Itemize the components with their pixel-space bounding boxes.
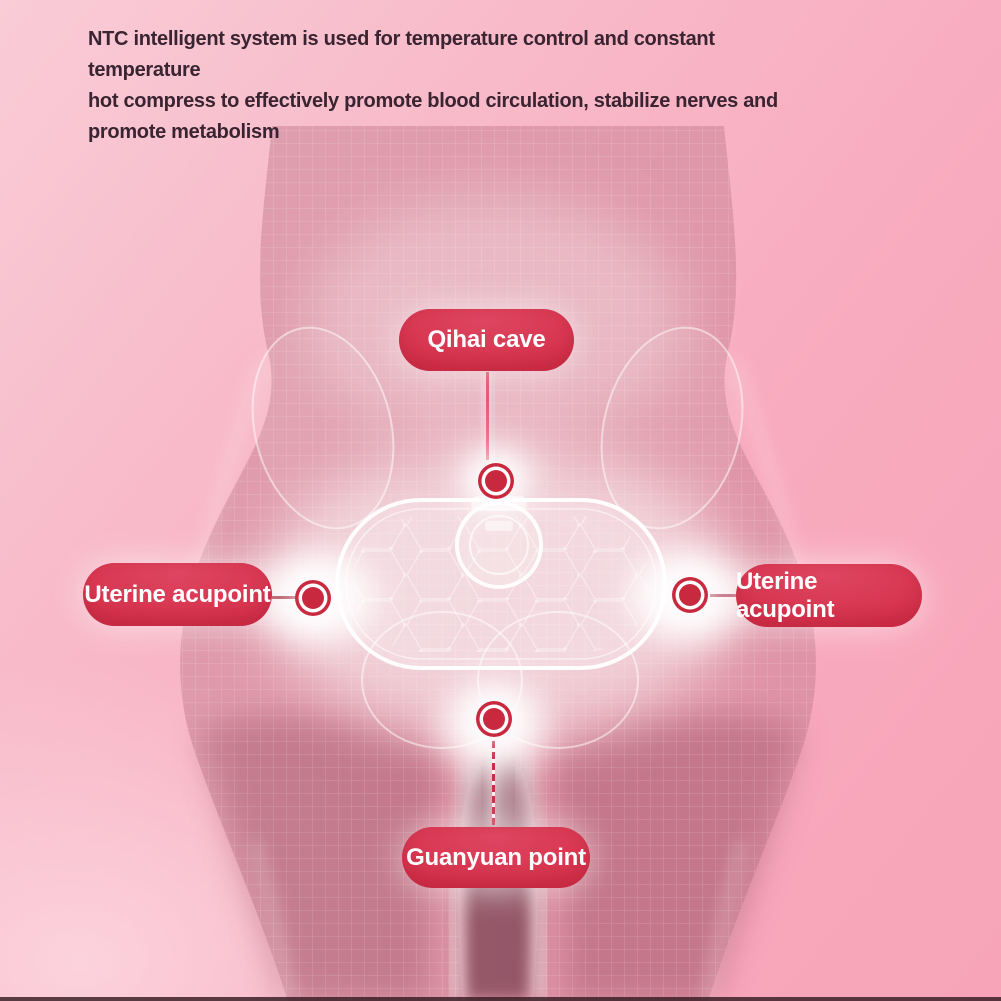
- connector-line-bottom-dashed: [492, 741, 495, 825]
- label-pill-guanyuan-text: Guanyuan point: [406, 843, 586, 871]
- acupoint-marker-uterine-left ringed-dot-icon: [302, 587, 324, 609]
- label-pill-qihai-text: Qihai cave: [427, 326, 546, 353]
- connector-line-left: [272, 596, 298, 599]
- connector-line-right: [710, 594, 736, 597]
- heating-pad-device: [337, 496, 665, 668]
- acupoint-marker-guanyuan ringed-dot-icon: [483, 708, 505, 730]
- acupoint-marker-uterine-right ringed-dot-icon: [679, 584, 701, 606]
- connector-line-top: [486, 372, 489, 460]
- label-pill-uterine-acupoint-right: [736, 564, 922, 627]
- headline-line-3: promote metabolism: [88, 121, 280, 143]
- acupoint-marker-qihai ringed-dot-icon: [485, 470, 507, 492]
- bottom-edge-strip: [0, 997, 1001, 1001]
- headline-text: [88, 24, 788, 148]
- headline-line-2: hot compress to effectively promote blood circulation, stabilize nerves and: [88, 90, 778, 112]
- label-pill-uterine-left-text: Uterine acupoint: [84, 580, 271, 608]
- label-pill-guanyuan-point: [402, 827, 590, 888]
- label-pill-uterine-acupoint-left: [83, 563, 272, 626]
- label-pill-uterine-right-text: Uterine acupoint: [736, 567, 835, 623]
- headline-line-1: NTC intelligent system is used for temperature control and constant temperature: [88, 28, 715, 81]
- label-pill-qihai-cave: [399, 309, 574, 371]
